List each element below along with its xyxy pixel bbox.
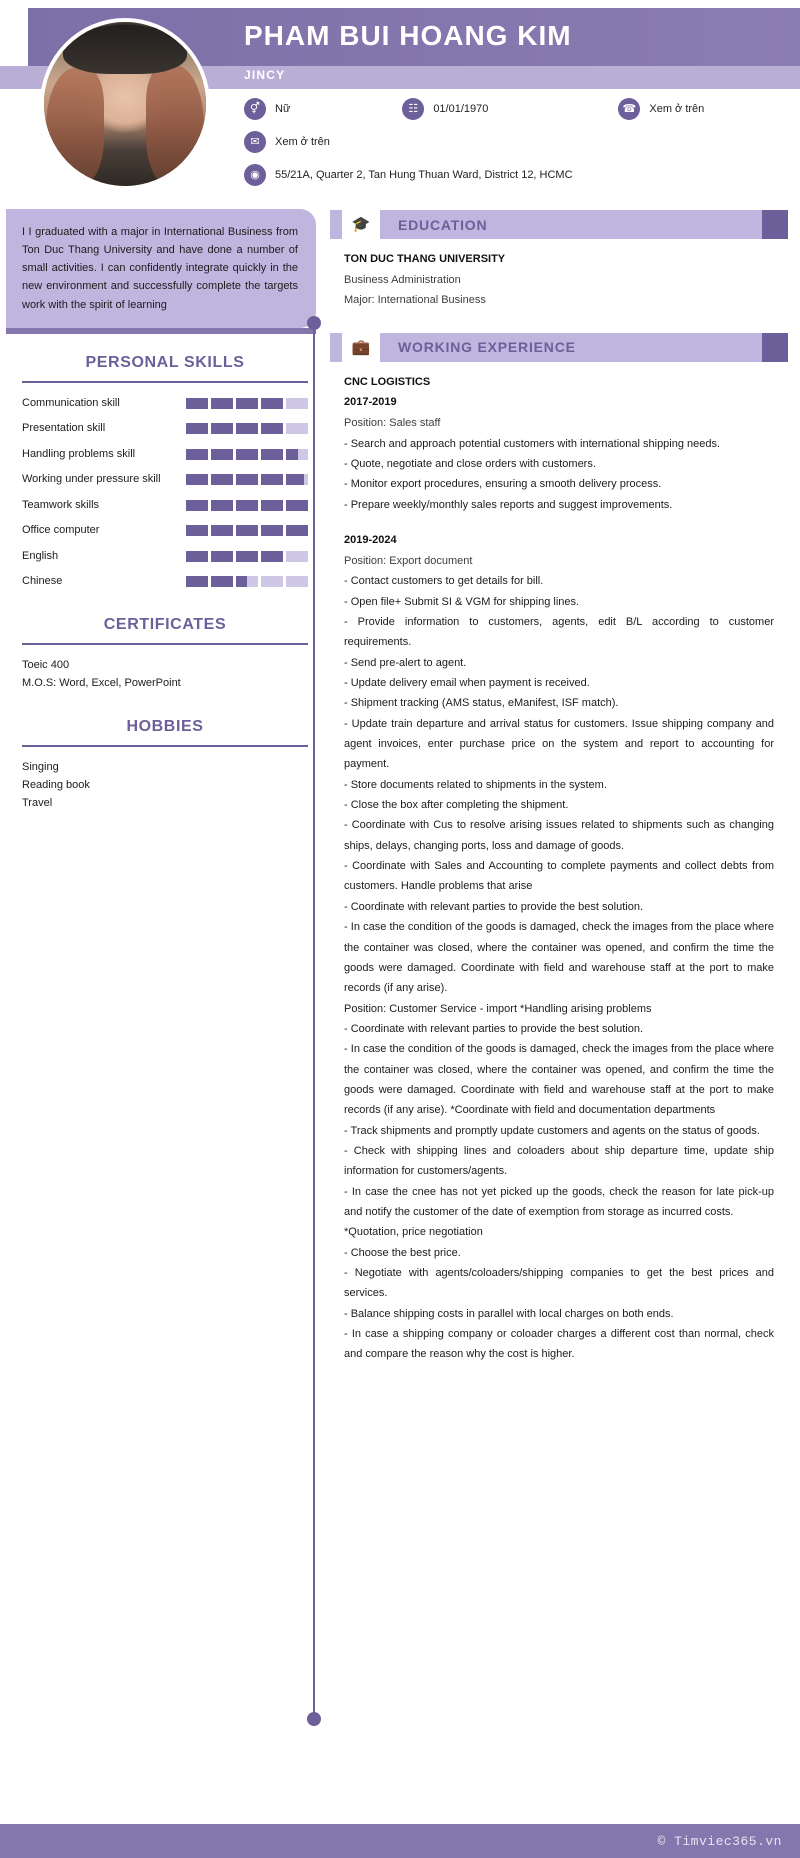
job-duty: - Monitor export procedures, ensuring a smooth delivery process. xyxy=(344,478,662,491)
skill-segment xyxy=(261,474,283,485)
skill-segment xyxy=(211,423,233,434)
job-duty: - Coordinate with Sales and Accounting to complete payments and collect debts from customers. Handle problems that arise xyxy=(344,860,774,893)
skill-rating-bar xyxy=(186,423,308,434)
skill-segment-fill xyxy=(186,551,208,562)
contact-email xyxy=(244,131,330,153)
job-duty: *Quotation, price negotiation xyxy=(344,1226,483,1239)
skill-segment-fill xyxy=(211,449,233,460)
job-duty: - Balance shipping costs in parallel with local charges on both ends. xyxy=(344,1307,674,1320)
skill-segment-fill xyxy=(286,500,308,511)
phone-icon: ☎ xyxy=(618,98,640,120)
graduation-cap-icon: 🎓 xyxy=(351,216,371,233)
timeline-line xyxy=(313,322,315,1722)
job-duty: - Contact customers to get details for bill. xyxy=(344,575,544,588)
skill-segment-fill xyxy=(236,525,258,536)
skill-segment xyxy=(286,525,308,536)
section-end-cap xyxy=(762,210,788,239)
skill-segment-fill xyxy=(236,500,258,511)
divider xyxy=(22,643,308,645)
timeline-dot-bottom xyxy=(307,1712,321,1726)
skill-segment xyxy=(186,449,208,460)
job-period: 2017-2019 xyxy=(344,396,397,409)
skill-segment-fill xyxy=(236,551,258,562)
section-header-working-experience xyxy=(330,333,788,362)
education-icon-box xyxy=(342,210,380,239)
footer-credit: © Timviec365.vn xyxy=(657,1833,782,1849)
contact-row-1 xyxy=(244,98,789,120)
job-duty: - Update delivery email when payment is received. xyxy=(344,677,590,690)
skill-segment-fill xyxy=(186,449,208,460)
skill-segment xyxy=(236,423,258,434)
gender-icon: ⚥ xyxy=(244,98,266,120)
skill-segment-fill xyxy=(186,398,208,409)
skill-segment-fill xyxy=(211,525,233,536)
contact-email-value: Xem ở trên xyxy=(275,136,330,148)
education-major: Major: International Business xyxy=(344,294,486,307)
job-duty: - Quote, negotiate and close orders with customers. xyxy=(344,458,596,471)
contact-gender xyxy=(244,98,290,120)
skill-segment-fill xyxy=(261,449,283,460)
skill-label: Working under pressure skill xyxy=(22,473,161,486)
footer xyxy=(0,1824,800,1858)
skill-segment xyxy=(186,525,208,536)
timeline xyxy=(307,196,321,1806)
skill-segment xyxy=(186,500,208,511)
section-tab xyxy=(330,210,342,239)
skill-segment-fill xyxy=(186,500,208,511)
job-duty: - In case the condition of the goods is damaged, check the images from the place where the container was closed, where the container was opened, and confirm the time the goods were damaged. Coordinate with field and warehouse staff at the port to make records (if any arise). *Coordinate with field and documentation departments xyxy=(344,1043,774,1117)
skill-segment xyxy=(236,551,258,562)
left-column xyxy=(0,196,330,813)
skill-segment-fill xyxy=(261,423,283,434)
skill-segment xyxy=(261,449,283,460)
timeline-dot-top xyxy=(307,316,321,330)
calendar-icon: ☷ xyxy=(402,98,424,120)
job-duty: - Choose the best price. xyxy=(344,1246,461,1259)
avatar xyxy=(40,18,210,190)
skill-segment xyxy=(286,449,308,460)
education-body xyxy=(330,249,788,311)
skill-segment-fill xyxy=(211,576,233,587)
skill-segment xyxy=(236,474,258,485)
experience-icon-box xyxy=(342,333,380,362)
job-duty: - Open file+ Submit SI & VGM for shipping lines. xyxy=(344,595,580,608)
skill-row xyxy=(0,446,330,463)
avatar-hair-right xyxy=(146,65,204,186)
experience-jobs xyxy=(344,392,774,1364)
experience-company: CNC LOGISTICS xyxy=(344,375,431,388)
candidate-nickname: JINCY xyxy=(244,68,286,82)
skill-label: Office computer xyxy=(22,524,100,537)
hobbies-list xyxy=(0,759,330,812)
section-title-education: EDUCATION xyxy=(380,210,762,239)
avatar-hair-left xyxy=(46,68,104,186)
skill-segment-fill xyxy=(211,500,233,511)
skill-segment xyxy=(236,525,258,536)
skill-segment-fill xyxy=(186,576,208,587)
education-program: Business Administration xyxy=(344,273,461,286)
job-duty: - Update train departure and arrival status for customers. Issue shipping company and agent invoices, enter purchase price on the system and report to accounting for payment. xyxy=(344,717,774,771)
section-header-education xyxy=(330,210,788,239)
briefcase-icon: 💼 xyxy=(351,338,371,356)
job-duty: - Provide information to customers, agents, edit B/L according to customer requirements. xyxy=(344,616,774,649)
skill-segment-fill xyxy=(261,500,283,511)
skill-segment-fill xyxy=(236,423,258,434)
job-position: Position: Sales staff xyxy=(344,417,441,430)
job-duty: - Close the box after completing the shipment. xyxy=(344,799,569,812)
skill-segment xyxy=(211,500,233,511)
contact-row-3 xyxy=(244,164,789,186)
skill-segment xyxy=(186,423,208,434)
skill-row xyxy=(0,522,330,539)
certificate-item: Toeic 400 xyxy=(22,658,70,671)
job-duty: - Shipment tracking (AMS status, eManifest, ISF match). xyxy=(344,697,619,710)
skill-segment-fill xyxy=(261,525,283,536)
skill-segment xyxy=(261,576,283,587)
profile-summary xyxy=(6,209,316,328)
contact-details xyxy=(244,98,789,197)
location-icon: ◉ xyxy=(244,164,266,186)
skill-segment-fill xyxy=(211,474,233,485)
job-duty: - In case the cnee has not yet picked up the goods, check the reason for late pick-up and notify the customer of the date of exemption from storage as incurred costs. xyxy=(344,1185,774,1218)
skill-row xyxy=(0,471,330,488)
skills-list xyxy=(0,395,330,590)
job-position: Position: Export document xyxy=(344,554,473,567)
skill-segment xyxy=(236,500,258,511)
skill-segment xyxy=(261,423,283,434)
skill-row xyxy=(0,497,330,514)
skill-rating-bar xyxy=(186,449,308,460)
hobby-item: Singing xyxy=(22,761,59,774)
skill-label: Teamwork skills xyxy=(22,498,100,511)
contact-address xyxy=(244,164,573,186)
contact-row-2 xyxy=(244,131,789,153)
skill-label: English xyxy=(22,549,59,562)
education-school: TON DUC THANG UNIVERSITY xyxy=(344,253,506,265)
certificate-item: M.O.S: Word, Excel, PowerPoint xyxy=(22,676,181,689)
skill-row xyxy=(0,420,330,437)
skill-segment xyxy=(286,474,308,485)
job-duty: - Track shipments and promptly update customers and agents on the status of goods. xyxy=(344,1124,760,1137)
job-period: 2019-2024 xyxy=(344,534,397,547)
skill-rating-bar xyxy=(186,576,308,587)
skill-segment-fill xyxy=(261,398,283,409)
section-tab xyxy=(330,333,342,362)
skill-segment xyxy=(211,551,233,562)
job-duty: Position: Customer Service - import *Handling arising problems xyxy=(344,1002,652,1015)
skill-segment xyxy=(186,551,208,562)
experience-body xyxy=(330,372,788,1365)
skill-segment xyxy=(211,449,233,460)
contact-birthdate xyxy=(402,98,488,120)
section-title-certificates: CERTIFICATES xyxy=(103,615,227,633)
skill-segment xyxy=(261,551,283,562)
job-duty: - Search and approach potential customers with international shipping needs. xyxy=(344,437,721,450)
hobby-item: Travel xyxy=(22,796,53,809)
contact-phone-value: Xem ở trên xyxy=(649,103,705,115)
skill-rating-bar xyxy=(186,398,308,409)
skill-segment xyxy=(211,398,233,409)
skill-segment-fill xyxy=(261,474,283,485)
divider xyxy=(22,745,308,747)
profile-summary-text: I I graduated with a major in International Business from Ton Duc Thang University and have done a number of small activities. I can confidently integrate quickly in the new environment and successfully complete the targets work with the spirit of learning xyxy=(22,226,298,311)
resume-header xyxy=(0,0,800,196)
skill-segment xyxy=(286,576,308,587)
skill-segment xyxy=(211,474,233,485)
skill-row xyxy=(0,548,330,565)
skill-segment-fill xyxy=(261,551,283,562)
skill-segment xyxy=(286,551,308,562)
skill-segment-fill xyxy=(211,551,233,562)
job-duty: - Negotiate with agents/coloaders/shipping companies to get the best prices and services. xyxy=(344,1267,774,1300)
resume-body xyxy=(0,196,800,1806)
section-end-cap xyxy=(762,333,788,362)
skill-segment-fill xyxy=(236,474,258,485)
contact-phone xyxy=(618,98,704,120)
skill-label: Presentation skill xyxy=(22,422,106,435)
skill-label: Chinese xyxy=(22,575,63,588)
skill-segment xyxy=(211,576,233,587)
contact-gender-value: Nữ xyxy=(275,103,291,115)
skill-segment-fill xyxy=(186,474,208,485)
skill-segment-fill xyxy=(286,474,304,485)
job-duty: - Check with shipping lines and coloaders about ship departure time, update ship information for customers/agents. xyxy=(344,1144,774,1178)
skill-label: Communication skill xyxy=(22,396,120,409)
skill-segment xyxy=(261,398,283,409)
section-title-hobbies: HOBBIES xyxy=(126,718,204,736)
skill-segment xyxy=(261,500,283,511)
avatar-hat xyxy=(63,25,186,74)
skill-segment xyxy=(236,576,258,587)
skill-row xyxy=(0,573,330,590)
skill-segment-fill xyxy=(211,398,233,409)
skill-segment xyxy=(236,398,258,409)
skill-segment-fill xyxy=(186,423,208,434)
skill-rating-bar xyxy=(186,500,308,511)
skill-row xyxy=(0,395,330,412)
contact-address-value: 55/21A, Quarter 2, Tan Hung Thuan Ward, District 12, HCMC xyxy=(275,169,573,181)
skill-segment-fill xyxy=(236,576,247,587)
job-duty: - Send pre-alert to agent. xyxy=(344,656,467,669)
job-duty: - In case a shipping company or coloader charges a different cost than normal, check and compare the reason why the cost is higher. xyxy=(344,1328,774,1361)
right-column xyxy=(330,196,800,1365)
divider xyxy=(22,381,308,383)
summary-underline xyxy=(6,328,316,334)
skill-segment xyxy=(186,398,208,409)
skill-segment-fill xyxy=(286,449,298,460)
skill-segment xyxy=(261,525,283,536)
section-title-working-experience: WORKING EXPERIENCE xyxy=(380,333,762,362)
job-duty: - In case the condition of the goods is damaged, check the images from the place where the container was closed, where the container was opened, and confirm the time the goods were damaged. Coordinate with field and warehouse staff at the port to make records (if any arise). xyxy=(344,921,774,995)
skill-segment xyxy=(186,576,208,587)
skill-segment xyxy=(186,474,208,485)
skill-segment xyxy=(286,398,308,409)
skill-segment xyxy=(286,423,308,434)
skill-rating-bar xyxy=(186,474,308,485)
hobby-item: Reading book xyxy=(22,779,90,792)
skill-rating-bar xyxy=(186,551,308,562)
spacer xyxy=(344,515,774,530)
skill-segment xyxy=(236,449,258,460)
job-duty: - Coordinate with relevant parties to provide the best solution. xyxy=(344,900,643,913)
skill-segment-fill xyxy=(236,449,258,460)
job-duty: - Store documents related to shipments in the system. xyxy=(344,778,607,791)
skill-segment-fill xyxy=(211,423,233,434)
skill-segment-fill xyxy=(186,525,208,536)
certificates-list xyxy=(0,657,330,693)
section-title-personal-skills: PERSONAL SKILLS xyxy=(85,353,245,371)
candidate-name: PHAM BUI HOANG KIM xyxy=(244,20,572,51)
skill-segment xyxy=(286,500,308,511)
skill-label: Handling problems skill xyxy=(22,447,136,460)
email-icon: ✉ xyxy=(244,131,266,153)
contact-birthdate-value: 01/01/1970 xyxy=(433,103,489,115)
skill-segment-fill xyxy=(286,525,308,536)
skill-segment xyxy=(211,525,233,536)
job-duty: - Coordinate with Cus to resolve arising issues related to shipments such as changing ships, delays, changing ports, loss and damage of goods. xyxy=(344,819,774,852)
skill-segment-fill xyxy=(236,398,258,409)
job-duty: - Prepare weekly/monthly sales reports and suggest improvements. xyxy=(344,498,673,511)
skill-rating-bar xyxy=(186,525,308,536)
job-duty: - Coordinate with relevant parties to provide the best solution. xyxy=(344,1022,643,1035)
